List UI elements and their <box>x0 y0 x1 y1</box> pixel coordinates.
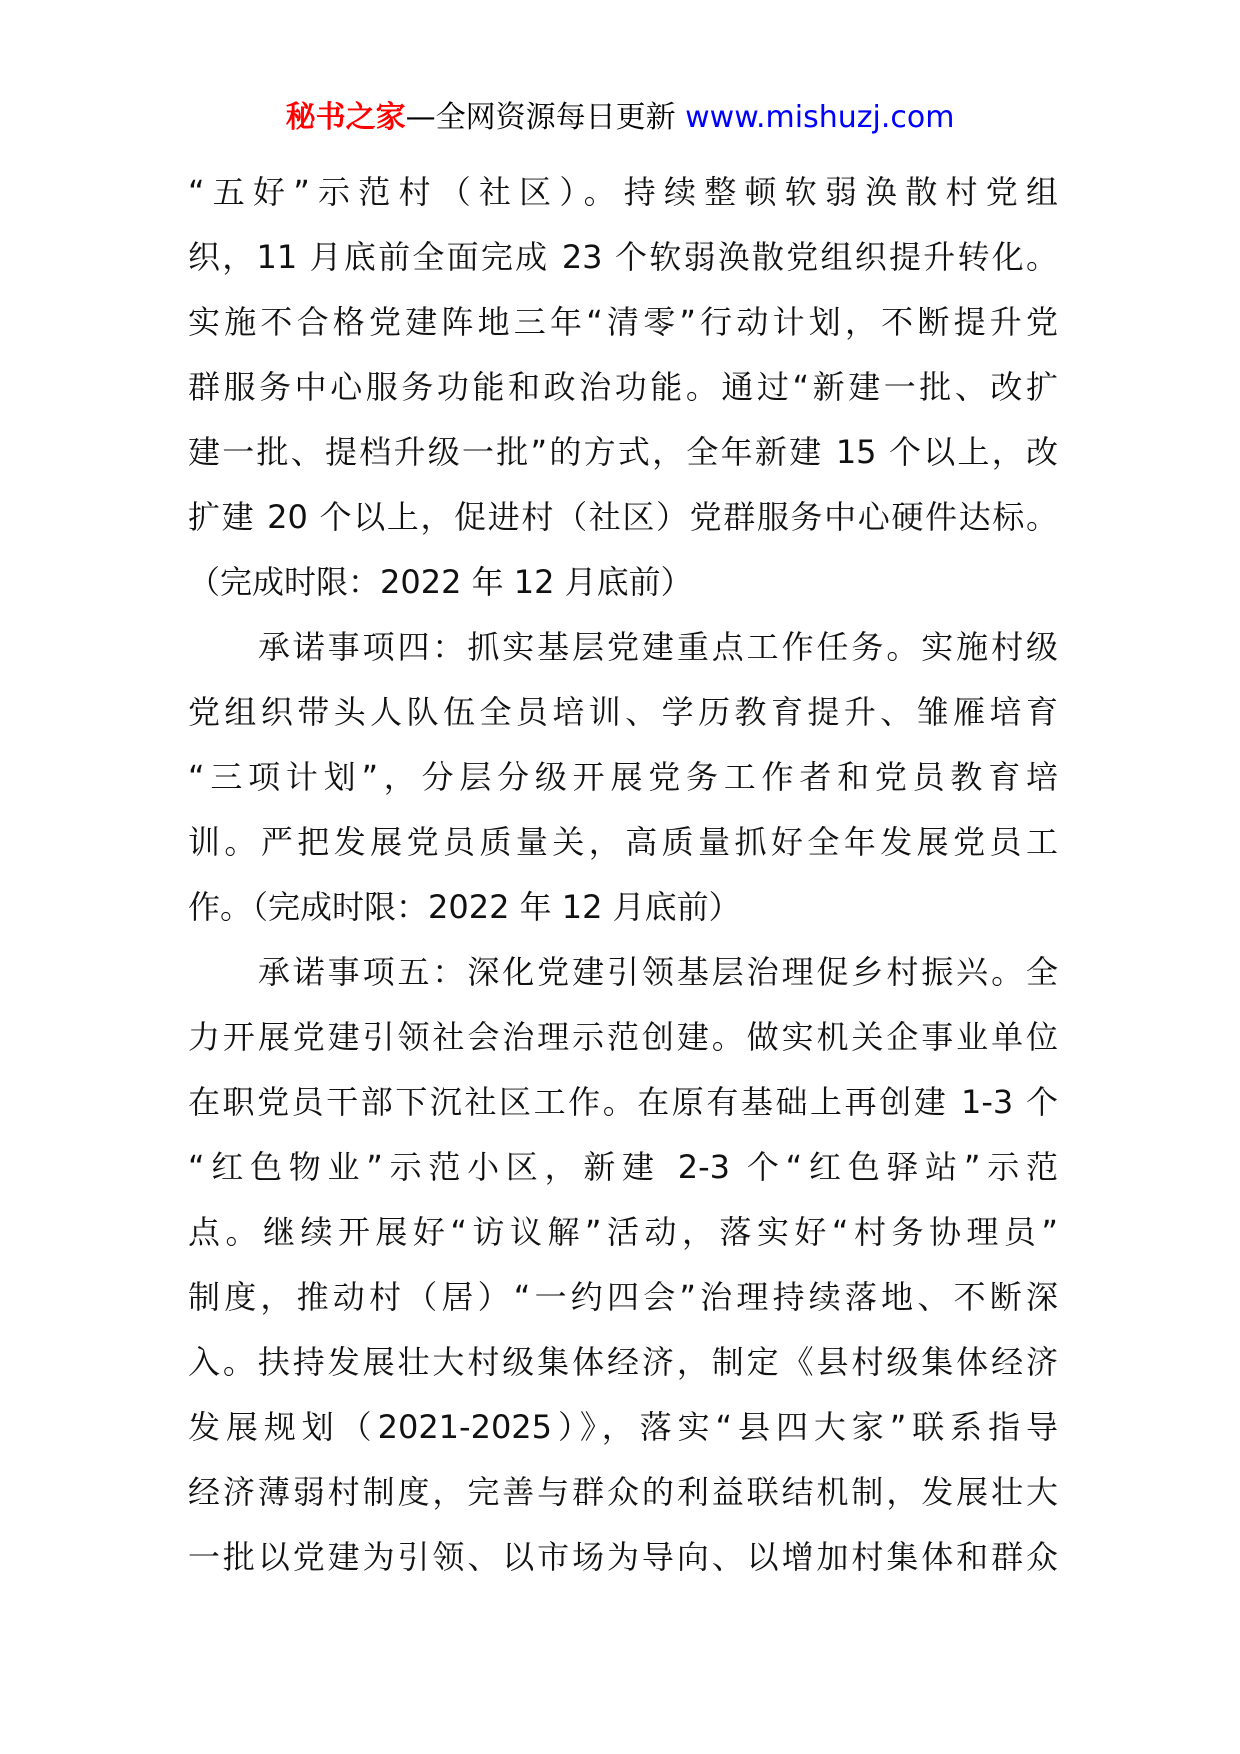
header-site-link[interactable]: www.mishuzj.com <box>685 100 955 135</box>
text-line: “五好”示范村（社区）。持续整顿软弱涣散村党组 <box>188 173 1058 211</box>
text-line: 训。严把发展党员质量关，高质量抓好全年发展党员工 <box>188 823 1058 861</box>
text-line: 一批以党建为引领、以市场为导向、以增加村集体和群众 <box>188 1538 1058 1576</box>
text-line: 承诺事项四：抓实基层党建重点工作任务。实施村级 <box>188 628 1058 666</box>
text-line: 发展规划（2021-2025）》，落实“县四大家”联系指导 <box>188 1408 1058 1446</box>
page-header <box>0 98 1240 138</box>
text-line: 群服务中心服务功能和政治功能。通过“新建一批、改扩 <box>188 368 1058 406</box>
text-line: 扩建 20 个以上，促进村（社区）党群服务中心硬件达标。 <box>188 498 1058 536</box>
text-line: 织，11 月底前全面完成 23 个软弱涣散党组织提升转化。 <box>188 238 1058 276</box>
document-body <box>188 160 1058 1590</box>
text-line: （完成时限：2022 年 12 月底前） <box>188 563 693 601</box>
text-line: 经济薄弱村制度，完善与群众的利益联结机制，发展壮大 <box>188 1473 1058 1511</box>
header-brand: 秘书之家 <box>285 100 406 135</box>
text-line: 入。扶持发展壮大村级集体经济，制定《县村级集体经济 <box>188 1343 1058 1381</box>
header-tagline: —全网资源每日更新 <box>405 100 686 135</box>
text-line: 实施不合格党建阵地三年“清零”行动计划，不断提升党 <box>188 303 1058 341</box>
text-line: 制度，推动村（居）“一约四会”治理持续落地、不断深 <box>188 1278 1058 1316</box>
text-line: 力开展党建引领社会治理示范创建。做实机关企事业单位 <box>188 1018 1058 1056</box>
text-line: 承诺事项五：深化党建引领基层治理促乡村振兴。全 <box>188 953 1058 991</box>
text-line: 作。（完成时限：2022 年 12 月底前） <box>188 888 741 926</box>
text-line: 建一批、提档升级一批”的方式，全年新建 15 个以上，改 <box>188 433 1058 471</box>
text-line: “三项计划”，分层分级开展党务工作者和党员教育培 <box>188 758 1058 796</box>
text-line: 在职党员干部下沉社区工作。在原有基础上再创建 1-3 个 <box>188 1083 1058 1121</box>
text-line: 点。继续开展好“访议解”活动，落实好“村务协理员” <box>188 1213 1058 1251</box>
text-line: 党组织带头人队伍全员培训、学历教育提升、雏雁培育 <box>188 693 1058 731</box>
text-line: “红色物业”示范小区，新建 2-3 个“红色驿站”示范 <box>188 1148 1058 1186</box>
